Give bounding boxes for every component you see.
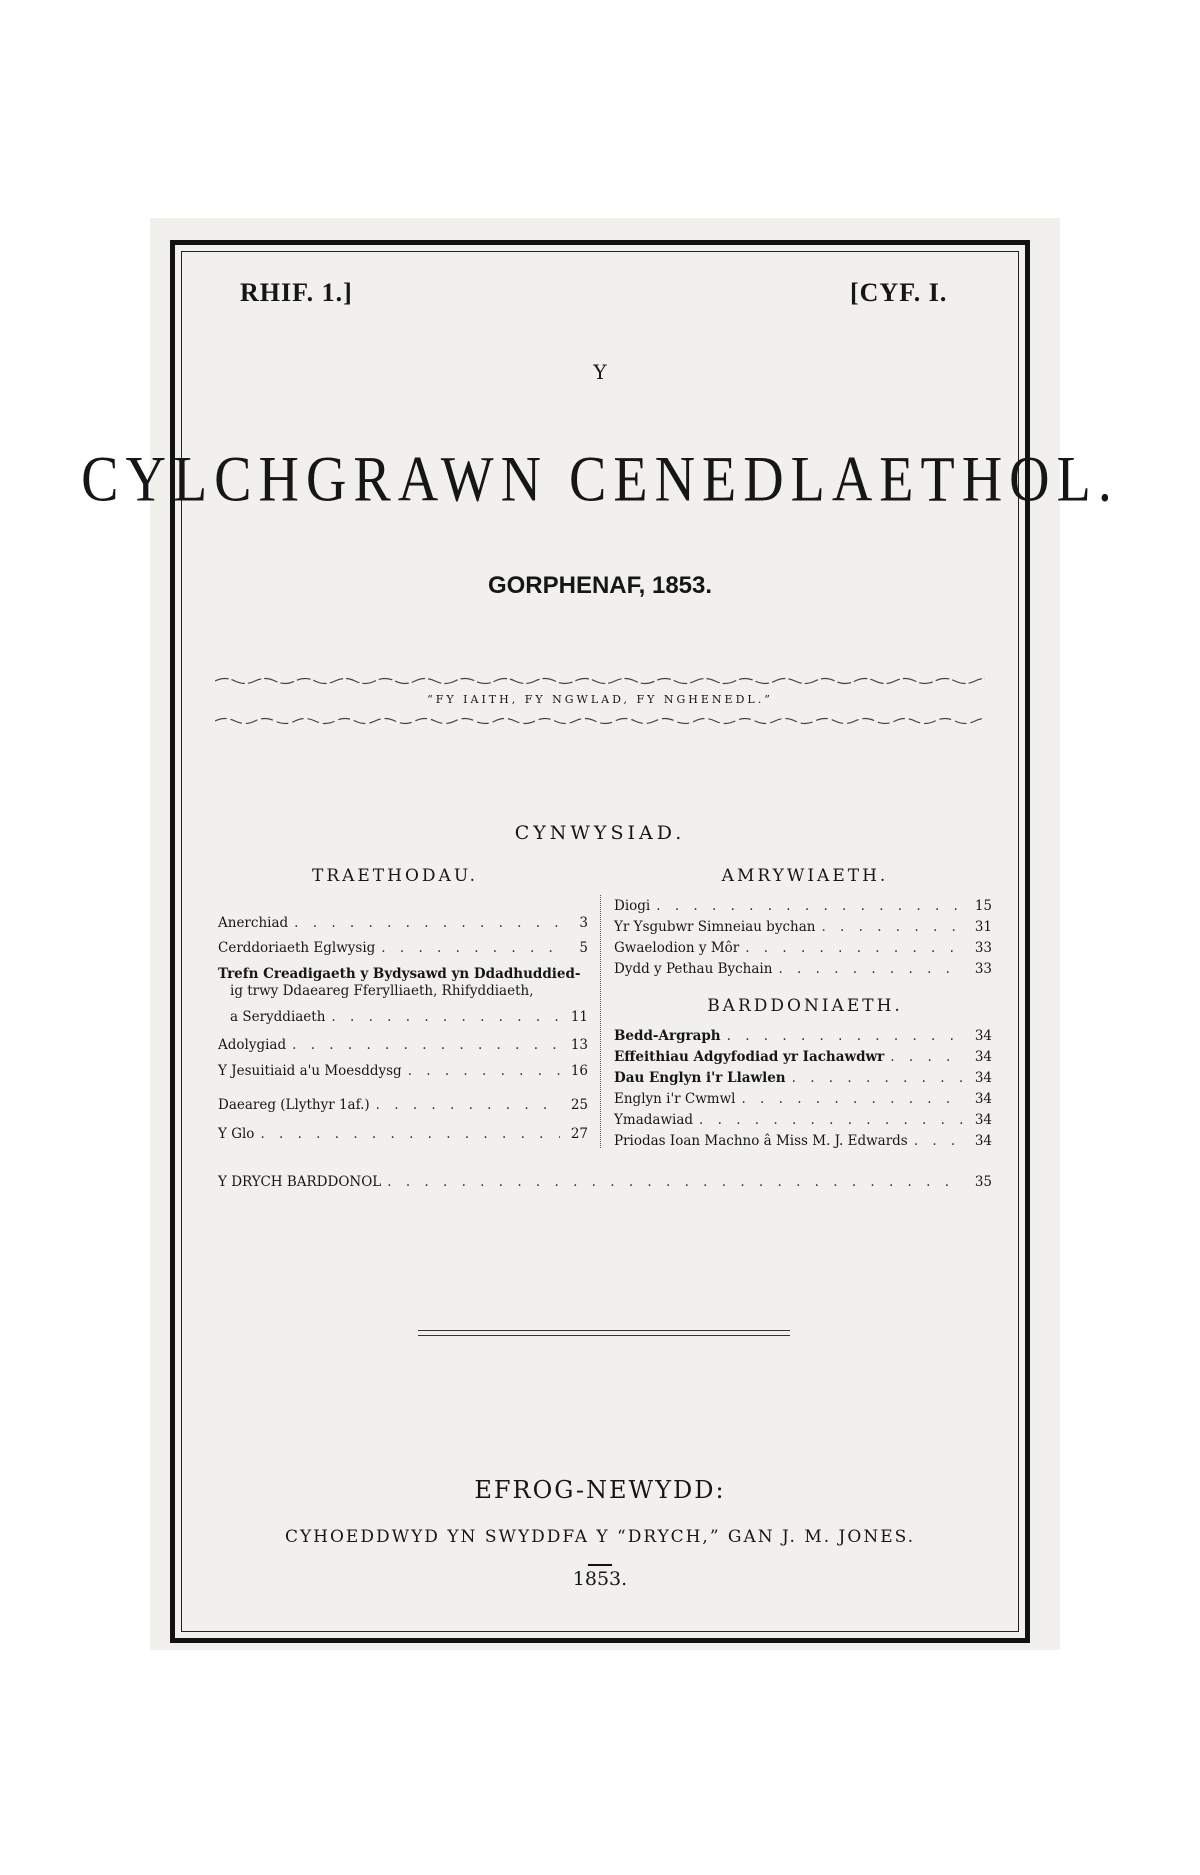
toc-entry (218, 1126, 588, 1143)
double-rule-bottom (418, 1335, 790, 1336)
amrywiaeth-heading: AMRYWIAETH. (721, 866, 889, 886)
toc-entry (614, 1049, 992, 1066)
toc-title: Priodas Ioan Machno â Miss M. J. Edwards (614, 1133, 908, 1149)
year-rule (588, 1564, 612, 1566)
toc-title: Y Jesuitiaid a'u Moesddysg (218, 1063, 402, 1079)
toc-title: Yr Ysgubwr Simneiau bychan (614, 919, 816, 935)
toc-title: Gwaelodion y Môr (614, 940, 740, 956)
toc-page: 25 (570, 1097, 588, 1113)
toc-entry (614, 898, 992, 915)
toc-page: 33 (974, 940, 992, 956)
toc-page: 15 (974, 898, 992, 914)
toc-page: 35 (974, 1174, 992, 1190)
toc-title-line: ig trwy Ddaeareg Fferylliaeth, Rhifyddiaeth, (230, 983, 534, 999)
toc-page: 31 (974, 919, 992, 935)
toc-entry (614, 940, 992, 957)
toc-entry (614, 1133, 992, 1150)
title-article: Y (593, 360, 607, 384)
imprint-publisher: CYHOEDDWYD YN SWYDDFA Y “DRYCH,” GAN J. M. JONES. (284, 1527, 916, 1547)
toc-page: 27 (570, 1126, 588, 1142)
toc-page: 3 (579, 915, 588, 931)
toc-page: 34 (974, 1091, 992, 1107)
wavy-rule-top (215, 676, 985, 686)
toc-title: Bedd-Argraph (614, 1028, 721, 1044)
toc-entry (218, 940, 588, 957)
wavy-rule-bottom (215, 716, 985, 726)
toc-entry (614, 1112, 992, 1129)
toc-title: Adolygiad (218, 1037, 287, 1053)
toc-title: Daeareg (Llythyr 1af.) (218, 1097, 370, 1113)
toc-title: Englyn i'r Cwmwl (614, 1091, 736, 1107)
toc-title: Effeithiau Adgyfodiad yr Iachawdwr (614, 1049, 885, 1065)
toc-page: 13 (570, 1037, 588, 1053)
imprint-year: 1853. (572, 1568, 628, 1590)
toc-entry-wide (218, 1174, 992, 1191)
column-divider (600, 895, 601, 1148)
toc-entry-multiline (218, 966, 588, 1000)
toc-page: 34 (974, 1133, 992, 1149)
toc-page: 5 (579, 940, 588, 956)
toc-title: Dau Englyn i'r Llawlen (614, 1070, 786, 1086)
toc-title: Ymadawiad (614, 1112, 694, 1128)
toc-page: 34 (974, 1028, 992, 1044)
toc-page: 34 (974, 1049, 992, 1065)
toc-title: Diogi (614, 898, 651, 914)
masthead-title: CYLCHGRAWN CENEDLAETHOL. (81, 444, 1119, 516)
toc-title: a Seryddiaeth (230, 1009, 326, 1025)
toc-title: Y Glo (218, 1126, 255, 1142)
toc-entry (230, 1009, 588, 1026)
toc-entry (614, 961, 992, 978)
toc-entry (218, 1063, 588, 1080)
double-rule-top (418, 1330, 790, 1331)
toc-entry (614, 1028, 992, 1045)
motto: “FY IAITH, FY NGWLAD, FY NGHENEDL.” (427, 693, 773, 706)
toc-entry (614, 919, 992, 936)
toc-page: 34 (974, 1112, 992, 1128)
toc-title: Cerddoriaeth Eglwysig (218, 940, 376, 956)
toc-page: 33 (974, 961, 992, 977)
barddoniaeth-heading: BARDDONIAETH. (707, 996, 903, 1016)
toc-entry (614, 1070, 992, 1087)
issue-number: RHIF. 1.] (240, 278, 353, 307)
toc-entry (218, 1037, 588, 1054)
toc-page: 11 (570, 1009, 588, 1025)
toc-entry (614, 1091, 992, 1108)
issue-date: GORPHENAF, 1853. (487, 572, 713, 599)
toc-entry (218, 1097, 588, 1114)
contents-heading: CYNWYSIAD. (514, 822, 686, 844)
imprint-place: EFROG-NEWYDD: (474, 1476, 726, 1504)
toc-page: 34 (974, 1070, 992, 1086)
toc-title: Y DRYCH BARDDONOL (218, 1174, 382, 1190)
toc-page: 16 (570, 1063, 588, 1079)
toc-title-line: Trefn Creadigaeth y Bydysawd yn Ddadhuddied- (218, 966, 581, 982)
traethodau-heading: TRAETHODAU. (311, 866, 478, 886)
toc-title: Dydd y Pethau Bychain (614, 961, 773, 977)
toc-entry (218, 915, 588, 932)
toc-title: Anerchiad (218, 915, 289, 931)
volume-number: [CYF. I. (850, 278, 948, 307)
